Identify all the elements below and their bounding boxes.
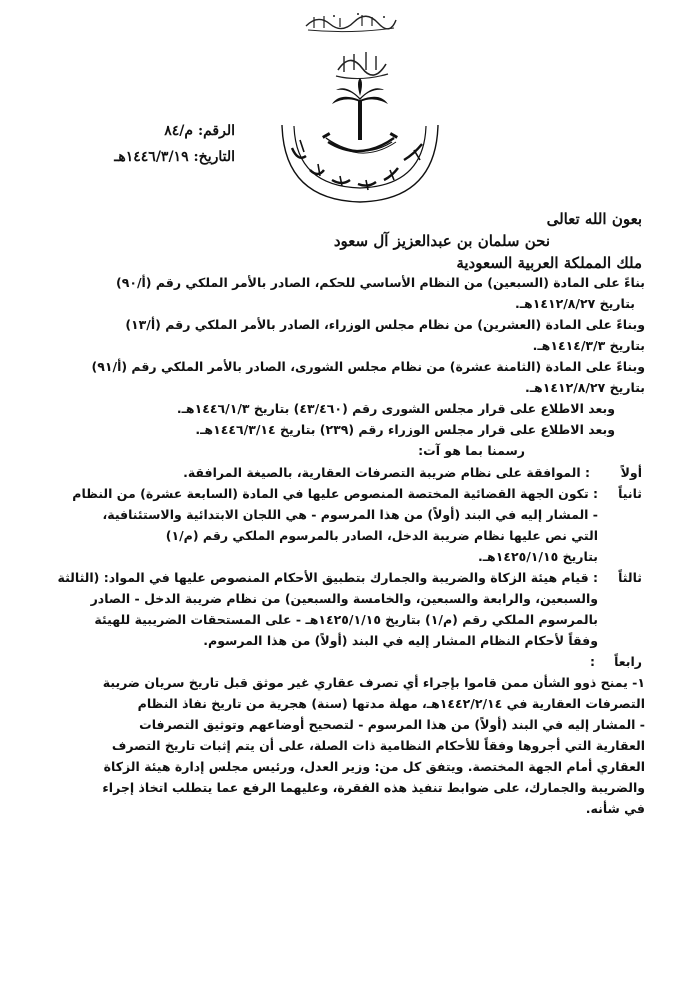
- decree-number: [55, 118, 235, 144]
- clause-line: العقارية التي أجروها وفقاً للأحكام النظامية ذات الصلة، على أن يتم إثبات تاريخ التصرف: [111, 738, 645, 753]
- preamble-line: بتاريخ ١٤١٢/٨/٢٧هـ.: [515, 296, 635, 311]
- article-3-number: ثالثاً: [618, 570, 642, 585]
- article-line: وفقاً لأحكام النظام المشار إليه في البند (أولاً) من هذا المرسوم.: [203, 633, 598, 648]
- decree-date: [55, 144, 235, 170]
- article-4-number: رابعاً: [614, 654, 642, 669]
- date-value: ١٤٤٦/٣/١٩هـ: [114, 149, 189, 165]
- reference-block: [55, 118, 235, 170]
- preamble: [60, 272, 645, 461]
- clause-line: - المشار إليه في البند (أولاً) من هذا المرسوم - لتصحيح أوضاعهم وتوثيق التصرفات: [139, 717, 645, 732]
- preamble-line: وبعد الاطلاع على قرار مجلس الشورى رقم (٤٣/٤٦٠) بتاريخ ١٤٤٦/١/٣هـ.: [176, 401, 615, 416]
- number-value: م/٨٤: [164, 123, 194, 139]
- clause-line: ١- يمنح ذوو الشأن ممن قاموا بإجراء أي تصرف عقاري غير موثق قبل تاريخ سريان ضريبة: [102, 675, 645, 690]
- preamble-line: رسمنا بما هو آت:: [418, 443, 525, 458]
- opening-line-3: ملك المملكة العربية السعودية: [456, 254, 642, 272]
- article-2-body: [60, 483, 598, 567]
- preamble-line: بتاريخ ١٤١٤/٣/٣هـ.: [532, 338, 645, 353]
- clause-line: في شأنه.: [585, 801, 645, 816]
- article-4-clause-1: [60, 672, 645, 819]
- article-line: بتاريخ ١٤٢٥/١/١٥هـ.: [478, 549, 598, 564]
- preamble-line: وبعد الاطلاع على قرار مجلس الوزراء رقم (٢٣٩) بتاريخ ١٤٤٦/٣/١٤هـ.: [195, 422, 615, 437]
- article-line: : الموافقة على نظام ضريبة التصرفات العقارية، بالصيغة المرافقة.: [183, 465, 590, 480]
- preamble-line: بتاريخ ١٤١٢/٨/٢٧هـ.: [525, 380, 645, 395]
- opening-line-2: نحن سلمان بن عبدالعزيز آل سعود: [333, 232, 550, 250]
- article-line: بالمرسوم الملكي رقم (م/١) بتاريخ ١٤٢٥/١/١٥هـ - على المستحقات الضريبية للهيئة: [94, 612, 598, 627]
- saudi-emblem: [270, 30, 450, 205]
- opening-line-1: بعون الله تعالى: [546, 210, 642, 228]
- article-line: : تكون الجهة القضائية المختصة المنصوص عليها في المادة (السابعة عشرة) من النظام: [72, 486, 598, 501]
- article-line: والسبعين، والرابعة والسبعين، والخامسة والسبعين) من نظام ضريبة الدخل - الصادر: [90, 591, 598, 606]
- clause-line: العقاري أمام الجهة المختصة. ويتفق كل من: وزير العدل، ورئيس مجلس إدارة هيئة الزكاة: [103, 759, 645, 774]
- clause-line: والضريبة والجمارك، على ضوابط تنفيذ هذه الفقرة، وعليهما الرفع عما يتطلب اتخاذ إجراء: [102, 780, 645, 795]
- date-label: التاريخ:: [193, 149, 235, 165]
- clause-line: التصرفات العقارية في ١٤٤٢/٢/١٤هـ، مهلة مدتها (سنة) هجرية من تاريخ نفاذ النظام: [137, 696, 645, 711]
- number-label: الرقم:: [197, 123, 235, 139]
- article-line: - المشار إليه في البند (أولاً) من هذا المرسوم - هي اللجان الابتدائية والاستئنافية،: [102, 507, 598, 522]
- preamble-line: وبناءً على المادة (الثامنة عشرة) من نظام مجلس الشورى، الصادر بالأمر الملكي رقم (أ/٩١): [91, 359, 645, 374]
- article-line: :: [590, 654, 595, 669]
- article-2-number: ثانياً: [618, 486, 642, 501]
- preamble-line: وبناءً على المادة (العشرين) من نظام مجلس الوزراء، الصادر بالأمر الملكي رقم (أ/١٣): [125, 317, 645, 332]
- preamble-line: بناءً على المادة (السبعين) من النظام الأساسي للحكم، الصادر بالأمر الملكي رقم (أ/٩٠): [115, 275, 645, 290]
- article-1-number: أولاً: [620, 465, 642, 480]
- article-3-body: [57, 567, 598, 651]
- article-line: التي نص عليها نظام ضريبة الدخل، الصادر بالمرسوم الملكي رقم (م/١): [165, 528, 598, 543]
- article-4-colon: [60, 651, 595, 672]
- article-1-body: [60, 462, 590, 483]
- article-line: : قيام هيئة الزكاة والضريبة والجمارك بتطبيق الأحكام المنصوص عليها في المواد: (الثالثة: [57, 570, 598, 585]
